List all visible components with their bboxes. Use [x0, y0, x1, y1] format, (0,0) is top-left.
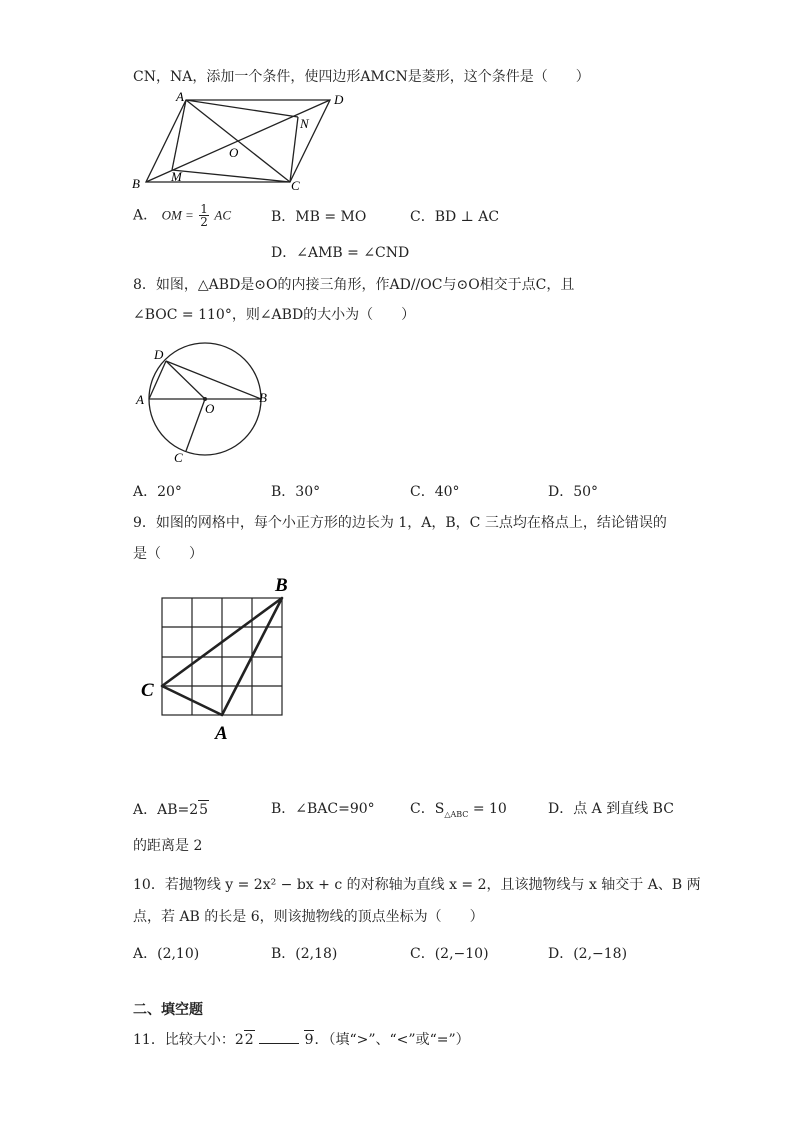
q9-option-a: A．AB=25	[133, 802, 209, 818]
q9-label-B: B	[275, 575, 288, 596]
q8-stem-line1: 8．如图，△ABD是⊙O的内接三角形，作AD//OC与⊙O相交于点C，且	[133, 277, 575, 293]
q7-option-c: C．BD ⊥ AC	[410, 209, 500, 225]
q10-option-d: D．(2,−18)	[548, 946, 628, 962]
q10-stem-line1: 10．若抛物线 y = 2x² − bx + c 的对称轴为直线 x = 2，且该抛物线与 x 轴交于 A、B 两	[133, 877, 701, 893]
q10-option-c: C．(2,−10)	[410, 946, 489, 962]
q8-stem-line2: ∠BOC = 110°，则∠ABD的大小为（ ）	[133, 307, 416, 323]
q7-label-A: A	[176, 90, 184, 104]
q8-label-O: O	[205, 401, 215, 416]
q9-option-d-continuation: 的距离是 2	[133, 838, 203, 854]
q8-circle-figure	[130, 340, 280, 468]
q8-label-A: A	[136, 392, 144, 407]
q10-option-a: A．(2,10)	[133, 946, 200, 962]
q8-option-c: C．40°	[410, 484, 460, 500]
q8-label-C: C	[174, 450, 183, 465]
q11-answer-blank[interactable]	[259, 1031, 299, 1044]
q7-label-D: D	[334, 92, 344, 107]
q10-stem-line2: 点，若 AB 的长是 6，则该抛物线的顶点坐标为（ ）	[133, 909, 484, 925]
q7-label-O: O	[229, 145, 239, 160]
q8-label-B: B	[259, 390, 267, 405]
q7-option-a: A． OM = $\frac{1}{2}$ AC	[133, 202, 231, 229]
q7-option-b: B．MB = MO	[271, 209, 367, 225]
q8-option-d: D．50°	[548, 484, 599, 500]
q11-stem: 11．比较大小：22 9．（填“>”、“<”或“=”）	[133, 1032, 470, 1048]
q7-option-d: D．∠AMB = ∠CND	[271, 245, 410, 261]
q9-option-b: B．∠BAC=90°	[271, 801, 375, 817]
q7-label-C: C	[291, 178, 300, 193]
q7-parallelogram-figure	[128, 90, 358, 195]
q7-stem-tail: CN，NA，添加一个条件，使四边形AMCN是菱形，这个条件是（ ）	[133, 69, 590, 85]
q10-option-b: B．(2,18)	[271, 946, 338, 962]
q8-option-b: B．30°	[271, 484, 321, 500]
q7-label-B: B	[132, 176, 140, 191]
q7-label-M: M	[171, 169, 182, 184]
q9-stem-line2: 是（ ）	[133, 546, 203, 562]
q9-stem-line1: 9．如图的网格中，每个小正方形的边长为 1，A，B，C 三点均在格点上，结论错误的	[133, 515, 667, 531]
q7-label-N: N	[300, 116, 309, 131]
q8-label-D: D	[154, 347, 164, 362]
q9-option-d: D．点 A 到直线 BC	[548, 801, 674, 817]
q8-option-a: A．20°	[133, 484, 182, 500]
q9-label-C: C	[141, 680, 154, 701]
q9-grid-figure	[135, 570, 305, 745]
section-heading-fill-in: 二、填空题	[133, 1002, 203, 1018]
q9-option-c: C．$S_{\triangle ABC} = 10$	[410, 801, 507, 819]
q9-label-A: A	[215, 723, 228, 744]
